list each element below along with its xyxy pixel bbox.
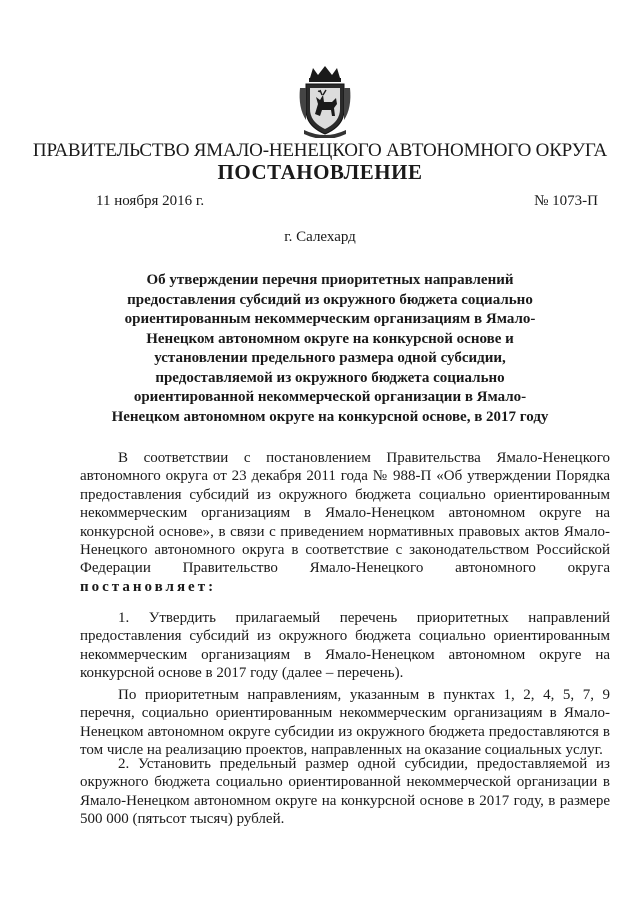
document-city: г. Салехард bbox=[284, 229, 356, 245]
document-date: 11 ноября 2016 г. bbox=[96, 193, 205, 209]
item-2-paragraph: 2. Установить предельный размер одной субсидии, предоставляемой из окружного бюджета социально ориентированной некоммерческой организации в Ямало-Ненецком автономном округе на конкурсной основе в 2017 году, в размере 500 000 (пятьсот тысяч) рублей. bbox=[80, 756, 610, 828]
preamble-text: В соответствии с постановлением Правительства Ямало-Ненецкого автономного округа от 23 декабря 2011 года № 988-П «Об утверждении Порядка предоставления субсидий из окружного бюджета социально ориентированным некоммерческим организациям в Ямало-Ненецком автономном округе на конкурсной основе», в связи с приведением нормативных правовых актов Ямало-Ненецкого автономного округа в соответствие с законодательством Российской Федерации Правительство Ямало-Ненецкого автономного округа bbox=[80, 450, 610, 577]
resolves-keyword: постановляет: bbox=[80, 578, 217, 595]
item-1-note-paragraph: По приоритетным направлениям, указанным в пунктах 1, 2, 4, 5, 7, 9 перечня, социально ориентированным некоммерческим организациям в Ямало-Ненецком автономном округе субсидии из окружного бюджета предоставляются в том числе на реализацию проектов, направленных на оказание социальных услуг. bbox=[80, 687, 610, 759]
item-1-paragraph: 1. Утвердить прилагаемый перечень приоритетных направлений предоставления субсидий из окружного бюджета социально ориентированным некоммерческим организациям в Ямало-Ненецком автономном округе на конкурсной основе в 2017 году (далее – перечень). bbox=[80, 610, 610, 682]
document-title: Об утверждении перечня приоритетных направлений предоставления субсидий из окружного бюджета социально ориентированным некоммерческим организациям в Ямало-Ненецком автономном округе на конкурсной основе и установлении предельного размера одной субсидии, предоставляемой из окружного бюджета социально ориентированной некоммерческой организации в Ямало-Ненецком автономном округе на конкурсной основе, в 2017 году bbox=[111, 272, 549, 425]
document-number: № 1073-П bbox=[534, 193, 598, 209]
coat-of-arms-emblem bbox=[296, 64, 354, 138]
organization-name: ПРАВИТЕЛЬСТВО ЯМАЛО-НЕНЕЦКОГО АВТОНОМНОГО ОКРУГА bbox=[32, 140, 608, 161]
preamble-paragraph bbox=[80, 449, 610, 596]
document-type: ПОСТАНОВЛЕНИЕ bbox=[217, 160, 423, 184]
